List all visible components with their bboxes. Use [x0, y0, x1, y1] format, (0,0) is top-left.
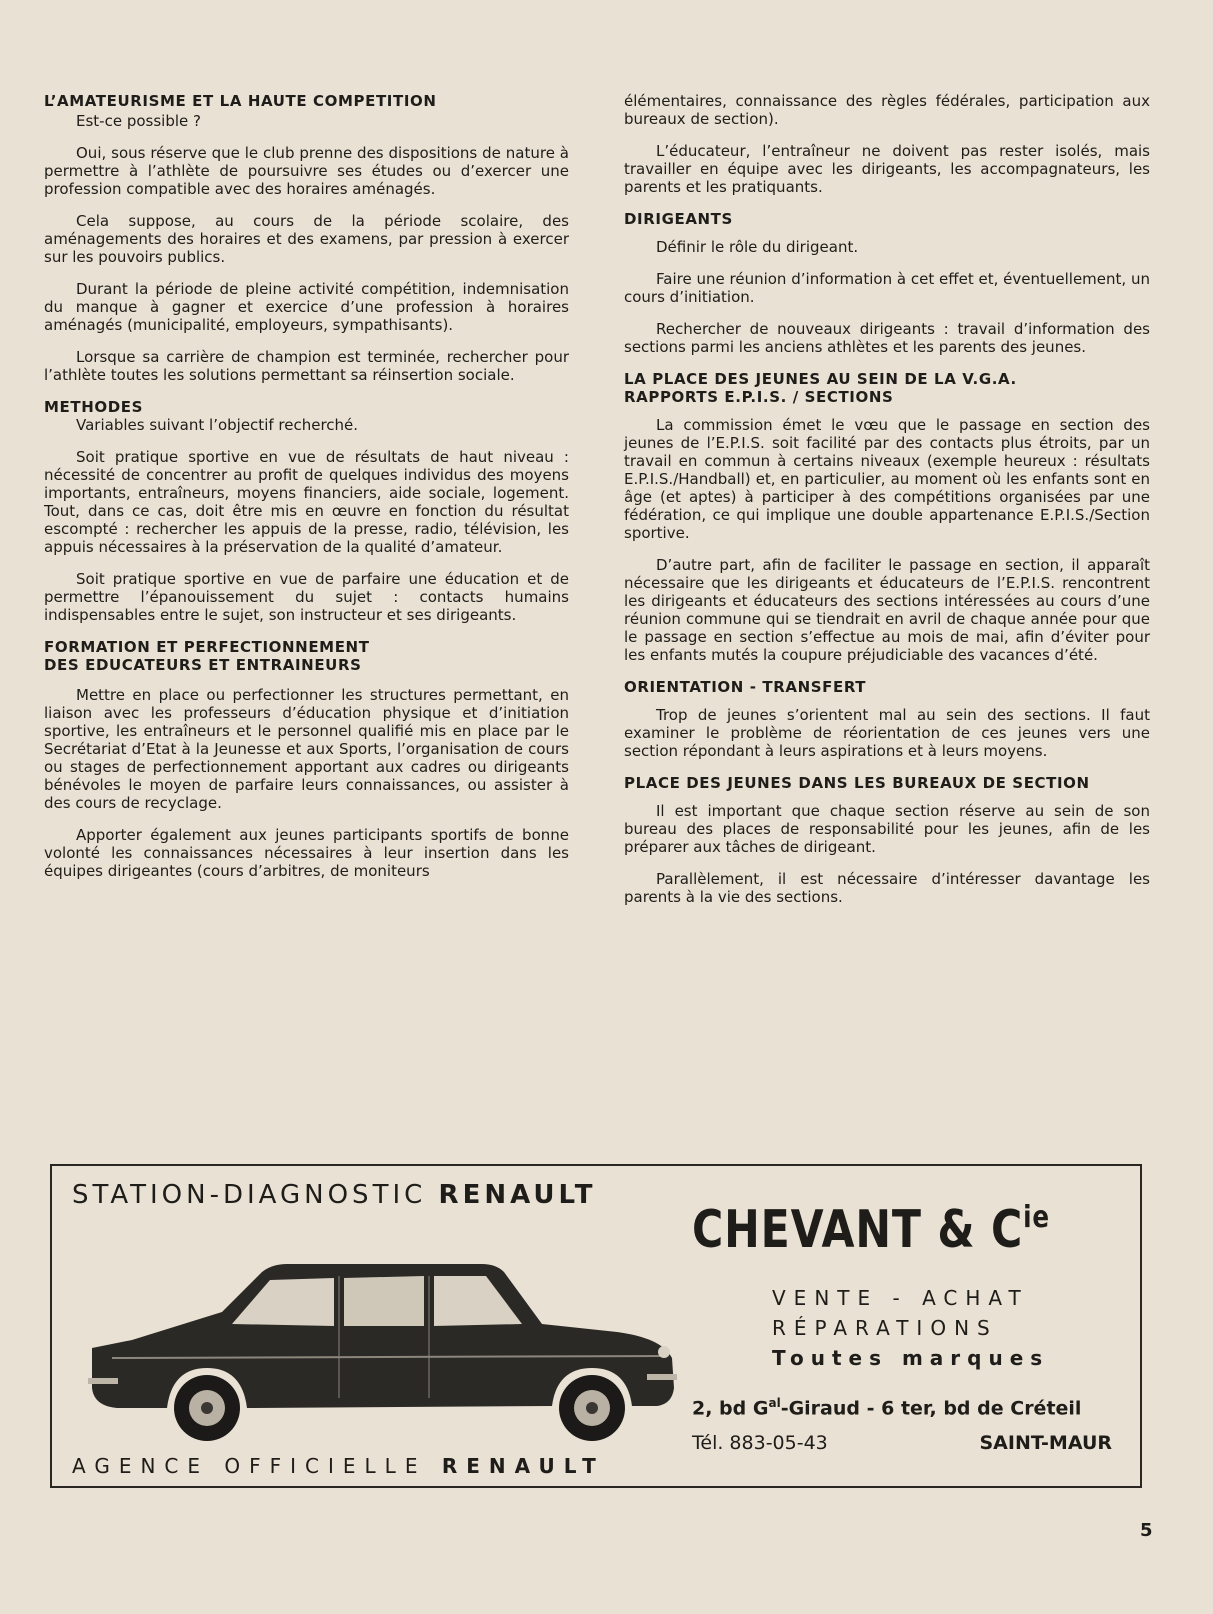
paragraph: Rechercher de nouveaux dirigeants : travail d’information des sections parmi les anciens athlètes et les parents des jeunes.	[624, 320, 1150, 356]
paragraph: Soit pratique sportive en vue de parfaire une éducation et de permettre l’épanouissement du sujet : contacts humains indispensables entre le sujet, son instructeur et ses dirigeants.	[44, 570, 569, 624]
section-heading-methodes: METHODES	[44, 398, 144, 416]
heading-line: DES EDUCATEURS ET ENTRAINEURS	[44, 656, 362, 674]
paragraph: Il est important que chaque section réserve au sein de son bureau des places de responsabilité pour les jeunes, afin de les préparer aux tâches de dirigeant.	[624, 802, 1150, 856]
left-column	[44, 92, 569, 894]
company-city: SAINT-MAUR	[979, 1432, 1112, 1454]
heading-line: LA PLACE DES JEUNES AU SEIN DE LA V.G.A.	[624, 370, 1017, 388]
paragraph: La commission émet le vœu que le passage en section des jeunes de l’E.P.I.S. soit facilité par des contacts plus étroits, par un travail en commun à certains niveaux (exemple heureux : résultats E.P.I.S./Handball) et, en particulier, au moment où les enfants sont en âge (et aptes) à participer à des compétitions organisées par une fédération, ce qui implique une double appartenance E.P.I.S./Section sportive.	[624, 416, 1150, 542]
paragraph: Durant la période de pleine activité compétition, indemnisation du manque à gagner et exercice d’une profession à horaires aménagés (municipalité, employeurs, sympathisants).	[44, 280, 569, 334]
paragraph: L’éducateur, l’entraîneur ne doivent pas rester isolés, mais travailler en équipe avec les dirigeants, les accompagnateurs, les parents et les pratiquants.	[624, 142, 1150, 196]
service-line: RÉPARATIONS	[772, 1316, 998, 1340]
paragraph: Faire une réunion d’information à cet effet et, éventuellement, un cours d’initiation.	[624, 270, 1150, 306]
page-number: 5	[1140, 1520, 1153, 1541]
section-heading-amateurisme: L’AMATEURISME ET LA HAUTE COMPETITION	[44, 92, 437, 110]
paragraph: Est-ce possible ?	[76, 112, 201, 130]
address-sup: al	[768, 1396, 781, 1410]
section-heading-orientation: ORIENTATION - TRANSFERT	[624, 678, 867, 696]
paragraph-continued: élémentaires, connaissance des règles fédérales, participation aux bureaux de section).	[624, 92, 1150, 128]
section-heading-dirigeants: DIRIGEANTS	[624, 210, 733, 228]
service-line: VENTE - ACHAT	[772, 1286, 1029, 1310]
agence-officielle-title	[72, 1454, 605, 1478]
renault-advertisement	[50, 1164, 1142, 1488]
right-column	[624, 92, 1150, 920]
paragraph: Oui, sous réserve que le club prenne des dispositions de nature à permettre à l’athlète de poursuivre ses études ou d’exercer une profession compatible avec des horaires aménagés.	[44, 144, 569, 198]
agence-prefix: AGENCE OFFICIELLE	[72, 1454, 427, 1478]
heading-line: RAPPORTS E.P.I.S. / SECTIONS	[624, 388, 894, 406]
address-part: -Giraud - 6 ter, bd de Créteil	[780, 1397, 1082, 1420]
company-address	[692, 1396, 1081, 1419]
paragraph: Cela suppose, au cours de la période scolaire, des aménagements des horaires et des examens, par pression à exercer sur les pouvoirs publics.	[44, 212, 569, 266]
section-heading-bureaux: PLACE DES JEUNES DANS LES BUREAUX DE SECTION	[624, 774, 1090, 792]
renault-16-car-illustration	[72, 1228, 682, 1453]
paragraph: Mettre en place ou perfectionner les structures permettant, en liaison avec les professeurs d’éducation physique et d’initiation sportive, les entraîneurs et le personnel qualifié mis en place par le Secrétariat d’Etat à la Jeunesse et aux Sports, l’organisation de cours ou stages de perfectionnement apportant aux cadres ou dirigeants bénévoles le moyen de parfaire leurs connaissances, ou assister à des cours de recyclage.	[44, 686, 569, 812]
station-brand: RENAULT	[438, 1180, 597, 1210]
paragraph: Parallèlement, il est nécessaire d’intéresser davantage les parents à la vie des sections.	[624, 870, 1150, 906]
paragraph: Lorsque sa carrière de champion est terminée, rechercher pour l’athlète toutes les solutions permettant sa réinsertion sociale.	[44, 348, 569, 384]
section-heading-place-des-jeunes	[624, 370, 1150, 406]
address-part: 2, bd G	[692, 1397, 769, 1420]
paragraph: Trop de jeunes s’orientent mal au sein des sections. Il faut examiner le problème de réorientation de ces jeunes vers une section répondant à leurs aspirations et à leurs moyens.	[624, 706, 1150, 760]
paragraph: Apporter également aux jeunes participants sportifs de bonne volonté les connaissances nécessaires à leur insertion dans les équipes dirigeantes (cours d’arbitres, de moniteurs	[44, 826, 569, 880]
section-heading-formation	[44, 638, 569, 674]
service-line: Toutes marques	[772, 1346, 1050, 1370]
agence-brand: RENAULT	[441, 1454, 605, 1478]
station-diagnostic-title	[72, 1180, 597, 1210]
company-name	[692, 1200, 1050, 1260]
company-name-sup: ie	[1023, 1200, 1050, 1235]
paragraph: Soit pratique sportive en vue de résultats de haut niveau : nécessité de concentrer au profit de quelques individus des moyens importants, entraîneurs, moyens financiers, aide sociale, logement. Tout, dans ce cas, doit être mis en œuvre en fonction du résultat escompté : rechercher les appuis de la presse, radio, télévision, les appuis nécessaires à la préservation de la qualité d’amateur.	[44, 448, 569, 556]
company-telephone: Tél. 883-05-43	[692, 1432, 828, 1454]
paragraph: Variables suivant l’objectif recherché.	[76, 416, 359, 434]
heading-line: FORMATION ET PERFECTIONNEMENT	[44, 638, 370, 656]
company-name-text: CHEVANT & C	[692, 1200, 1024, 1260]
paragraph: D’autre part, afin de faciliter le passage en section, il apparaît nécessaire que les dirigeants et éducateurs de l’E.P.I.S. rencontrent les dirigeants et éducateurs des sections intéressées au cours d’une réunion commune qui se tiendrait en avril de chaque année pour que le passage en section s’effectue au mois de mai, afin d’éviter pour les enfants mutés la coupure préjudiciable des vacances d’été.	[624, 556, 1150, 664]
paragraph: Définir le rôle du dirigeant.	[656, 238, 859, 256]
station-prefix: STATION-DIAGNOSTIC	[72, 1180, 427, 1210]
